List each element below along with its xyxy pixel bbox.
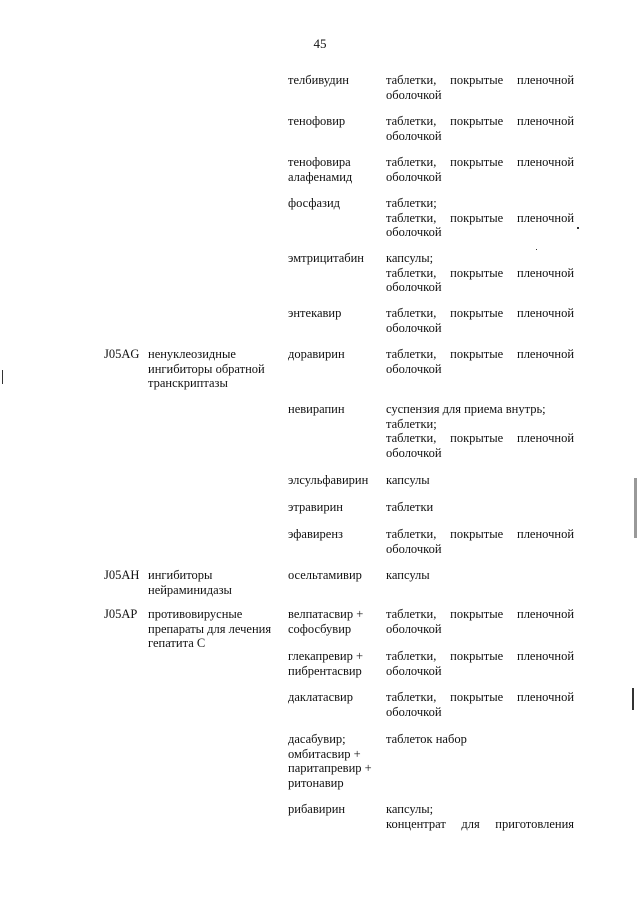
drug-name-line: телбивудин (288, 73, 349, 87)
dosage-form-word: покрытые (450, 210, 504, 225)
dosage-form-word: пленочной (517, 607, 574, 621)
group-name-line: нейраминидазы (148, 582, 232, 597)
dosage-form (386, 155, 574, 184)
drug-name-line: эмтрицитабин (288, 251, 365, 265)
dosage-form-word: покрытые (450, 155, 504, 169)
drug-name (288, 500, 343, 515)
dosage-form (386, 607, 574, 636)
group-name (148, 607, 271, 651)
dosage-form-word: таблетки, (386, 210, 437, 225)
drug-name-line: рибавирин (288, 802, 346, 816)
drug-name-line: осельтамивир (288, 568, 362, 582)
group-name-line: гепатита С (148, 636, 206, 650)
dosage-form-word: таблетки, (386, 73, 437, 87)
dosage-form-line-justified (386, 73, 574, 88)
drug-name (288, 155, 352, 184)
drug-name-line: пибрентасвир (288, 663, 362, 678)
dosage-form (386, 568, 574, 583)
drug-name-line: эфавиренз (288, 527, 343, 541)
dosage-form-word: таблетки, (386, 347, 437, 361)
dosage-form-word: покрытые (450, 690, 504, 704)
dosage-form-line: капсулы; (386, 251, 434, 265)
drug-name-line: алафенамид (288, 169, 353, 184)
drug-name (288, 607, 363, 636)
dosage-form-word: приготовления (495, 816, 574, 831)
dosage-form-word: таблетки, (386, 265, 437, 280)
drug-name-line: омбитасвир + (288, 746, 361, 761)
dosage-form-word: концентрат (386, 816, 446, 831)
dosage-form-line: таблеток набор (386, 732, 467, 746)
dosage-form-word: покрытые (450, 607, 504, 621)
dosage-form-word: покрытые (450, 527, 504, 541)
group-name (148, 568, 232, 597)
drug-name (288, 802, 345, 817)
dosage-form-line: капсулы (386, 473, 430, 487)
group-name-line: препараты для лечения (148, 621, 272, 636)
atc-code: J05AG (104, 347, 140, 361)
dosage-form-word: таблетки, (386, 306, 437, 320)
dosage-form-word: пленочной (517, 306, 574, 320)
drug-name-line: этравирин (288, 500, 343, 514)
dosage-form (386, 802, 574, 831)
dosage-form (386, 473, 574, 488)
page-number: 45 (313, 36, 327, 51)
dosage-form-word: покрытые (450, 306, 504, 320)
dosage-form-word: пленочной (517, 114, 574, 128)
dosage-form (386, 251, 574, 295)
drug-name-line: фосфазид (288, 196, 340, 210)
drug-name (288, 347, 345, 362)
dosage-form-word: покрытые (450, 649, 504, 663)
drug-name (288, 402, 345, 417)
drug-name-line: дасабувир; (288, 732, 346, 746)
dosage-form-line-justified (386, 114, 574, 129)
dosage-form-line: таблетки (386, 500, 434, 514)
scan-mark (577, 227, 579, 229)
dosage-form-line: капсулы; (386, 802, 434, 816)
scan-mark (634, 478, 637, 538)
dosage-form-line-justified (386, 817, 574, 832)
drug-name-line: доравирин (288, 347, 345, 361)
dosage-form-line-justified (386, 266, 574, 281)
dosage-form-word: покрытые (450, 114, 504, 128)
dosage-form (386, 347, 574, 376)
drug-name-line: энтекавир (288, 306, 342, 320)
dosage-form-word: таблетки, (386, 649, 437, 663)
dosage-form (386, 114, 574, 143)
group-name-line: противовирусные (148, 607, 243, 621)
dosage-form-line: таблетки; (386, 196, 437, 210)
drug-name (288, 306, 341, 321)
dosage-form-line: оболочкой (386, 704, 442, 719)
drug-name-line: невирапин (288, 402, 345, 416)
dosage-form (386, 500, 574, 515)
dosage-form (386, 73, 574, 102)
dosage-form-line: оболочкой (386, 445, 442, 460)
drug-name (288, 114, 345, 129)
dosage-form-word: таблетки, (386, 155, 437, 169)
drug-name (288, 568, 362, 583)
group-name-line: ненуклеозидные (148, 347, 236, 361)
dosage-form-line: капсулы (386, 568, 430, 582)
drug-name-line: паритапревир + (288, 761, 372, 775)
dosage-form-word: таблетки, (386, 527, 437, 541)
atc-code: J05AH (104, 568, 140, 582)
dosage-form-word: пленочной (517, 649, 574, 663)
dosage-form-line-justified (386, 649, 574, 664)
dosage-form (386, 527, 574, 556)
group-name-line: транскриптазы (148, 376, 228, 390)
dosage-form-word: таблетки, (386, 607, 437, 621)
drug-name-line: велпатасвир + (288, 607, 364, 621)
scan-mark (632, 688, 634, 710)
dosage-form-word: пленочной (517, 431, 574, 445)
dosage-form-line-justified (386, 607, 574, 622)
dosage-form-word: покрытые (450, 73, 504, 87)
dosage-form-line: оболочкой (386, 621, 442, 636)
drug-name (288, 649, 363, 678)
group-name-line: ингибиторы обратной (148, 361, 265, 376)
dosage-form-line-justified (386, 690, 574, 705)
drug-name-line: даклатасвир (288, 690, 353, 704)
dosage-form-word: пленочной (517, 73, 574, 87)
dosage-form-line: оболочкой (386, 663, 442, 678)
drug-name-line: тенофовир (288, 114, 346, 128)
dosage-form-word: пленочной (517, 347, 574, 361)
dosage-form-line: таблетки; (386, 416, 437, 431)
drug-name (288, 73, 349, 88)
drug-name (288, 690, 353, 705)
scan-mark (536, 249, 537, 250)
dosage-form-word: покрытые (450, 265, 504, 280)
dosage-form-word: таблетки, (386, 431, 437, 445)
dosage-form-line: оболочкой (386, 361, 442, 376)
dosage-form-word: покрытые (450, 347, 504, 361)
dosage-form-line: суспензия для приема внутрь; (386, 402, 546, 416)
dosage-form-line-justified (386, 431, 574, 446)
drug-name (288, 251, 364, 266)
dosage-form (386, 196, 574, 240)
dosage-form-word: для (461, 816, 480, 831)
dosage-form (386, 306, 574, 335)
scan-mark (2, 370, 3, 384)
dosage-form (386, 732, 574, 747)
dosage-form-line: оболочкой (386, 280, 442, 294)
dosage-form-word: таблетки, (386, 114, 437, 128)
drug-name-line: ритонавир (288, 775, 344, 790)
atc-code: J05AP (104, 607, 138, 621)
dosage-form-word: пленочной (517, 690, 574, 704)
dosage-form-word: пленочной (517, 155, 574, 169)
dosage-form (386, 649, 574, 678)
dosage-form-line: оболочкой (386, 169, 442, 184)
drug-name (288, 732, 372, 790)
drug-name (288, 196, 340, 211)
dosage-form-word: таблетки, (386, 690, 437, 704)
dosage-form-line: оболочкой (386, 541, 442, 556)
dosage-form (386, 402, 574, 460)
dosage-form-line-justified (386, 527, 574, 542)
dosage-form-word: пленочной (517, 265, 574, 280)
dosage-form-line-justified (386, 211, 574, 226)
drug-name-line: тенофовира (288, 155, 351, 169)
drug-name-line: глекапревир + (288, 649, 364, 663)
dosage-form-line: оболочкой (386, 225, 442, 239)
dosage-form-line: оболочкой (386, 87, 442, 102)
dosage-form-line-justified (386, 347, 574, 362)
dosage-form-line-justified (386, 155, 574, 170)
drug-name-line: элсульфавирин (288, 473, 369, 487)
dosage-form-line: оболочкой (386, 128, 442, 143)
dosage-form-word: пленочной (517, 210, 574, 225)
group-name (148, 347, 265, 391)
dosage-form-word: покрытые (450, 431, 504, 445)
dosage-form-word: пленочной (517, 527, 574, 541)
drug-name (288, 473, 368, 488)
dosage-form (386, 690, 574, 719)
drug-name (288, 527, 343, 542)
dosage-form-line-justified (386, 306, 574, 321)
dosage-form-line: оболочкой (386, 320, 442, 335)
group-name-line: ингибиторы (148, 568, 213, 582)
drug-name-line: софосбувир (288, 621, 352, 636)
